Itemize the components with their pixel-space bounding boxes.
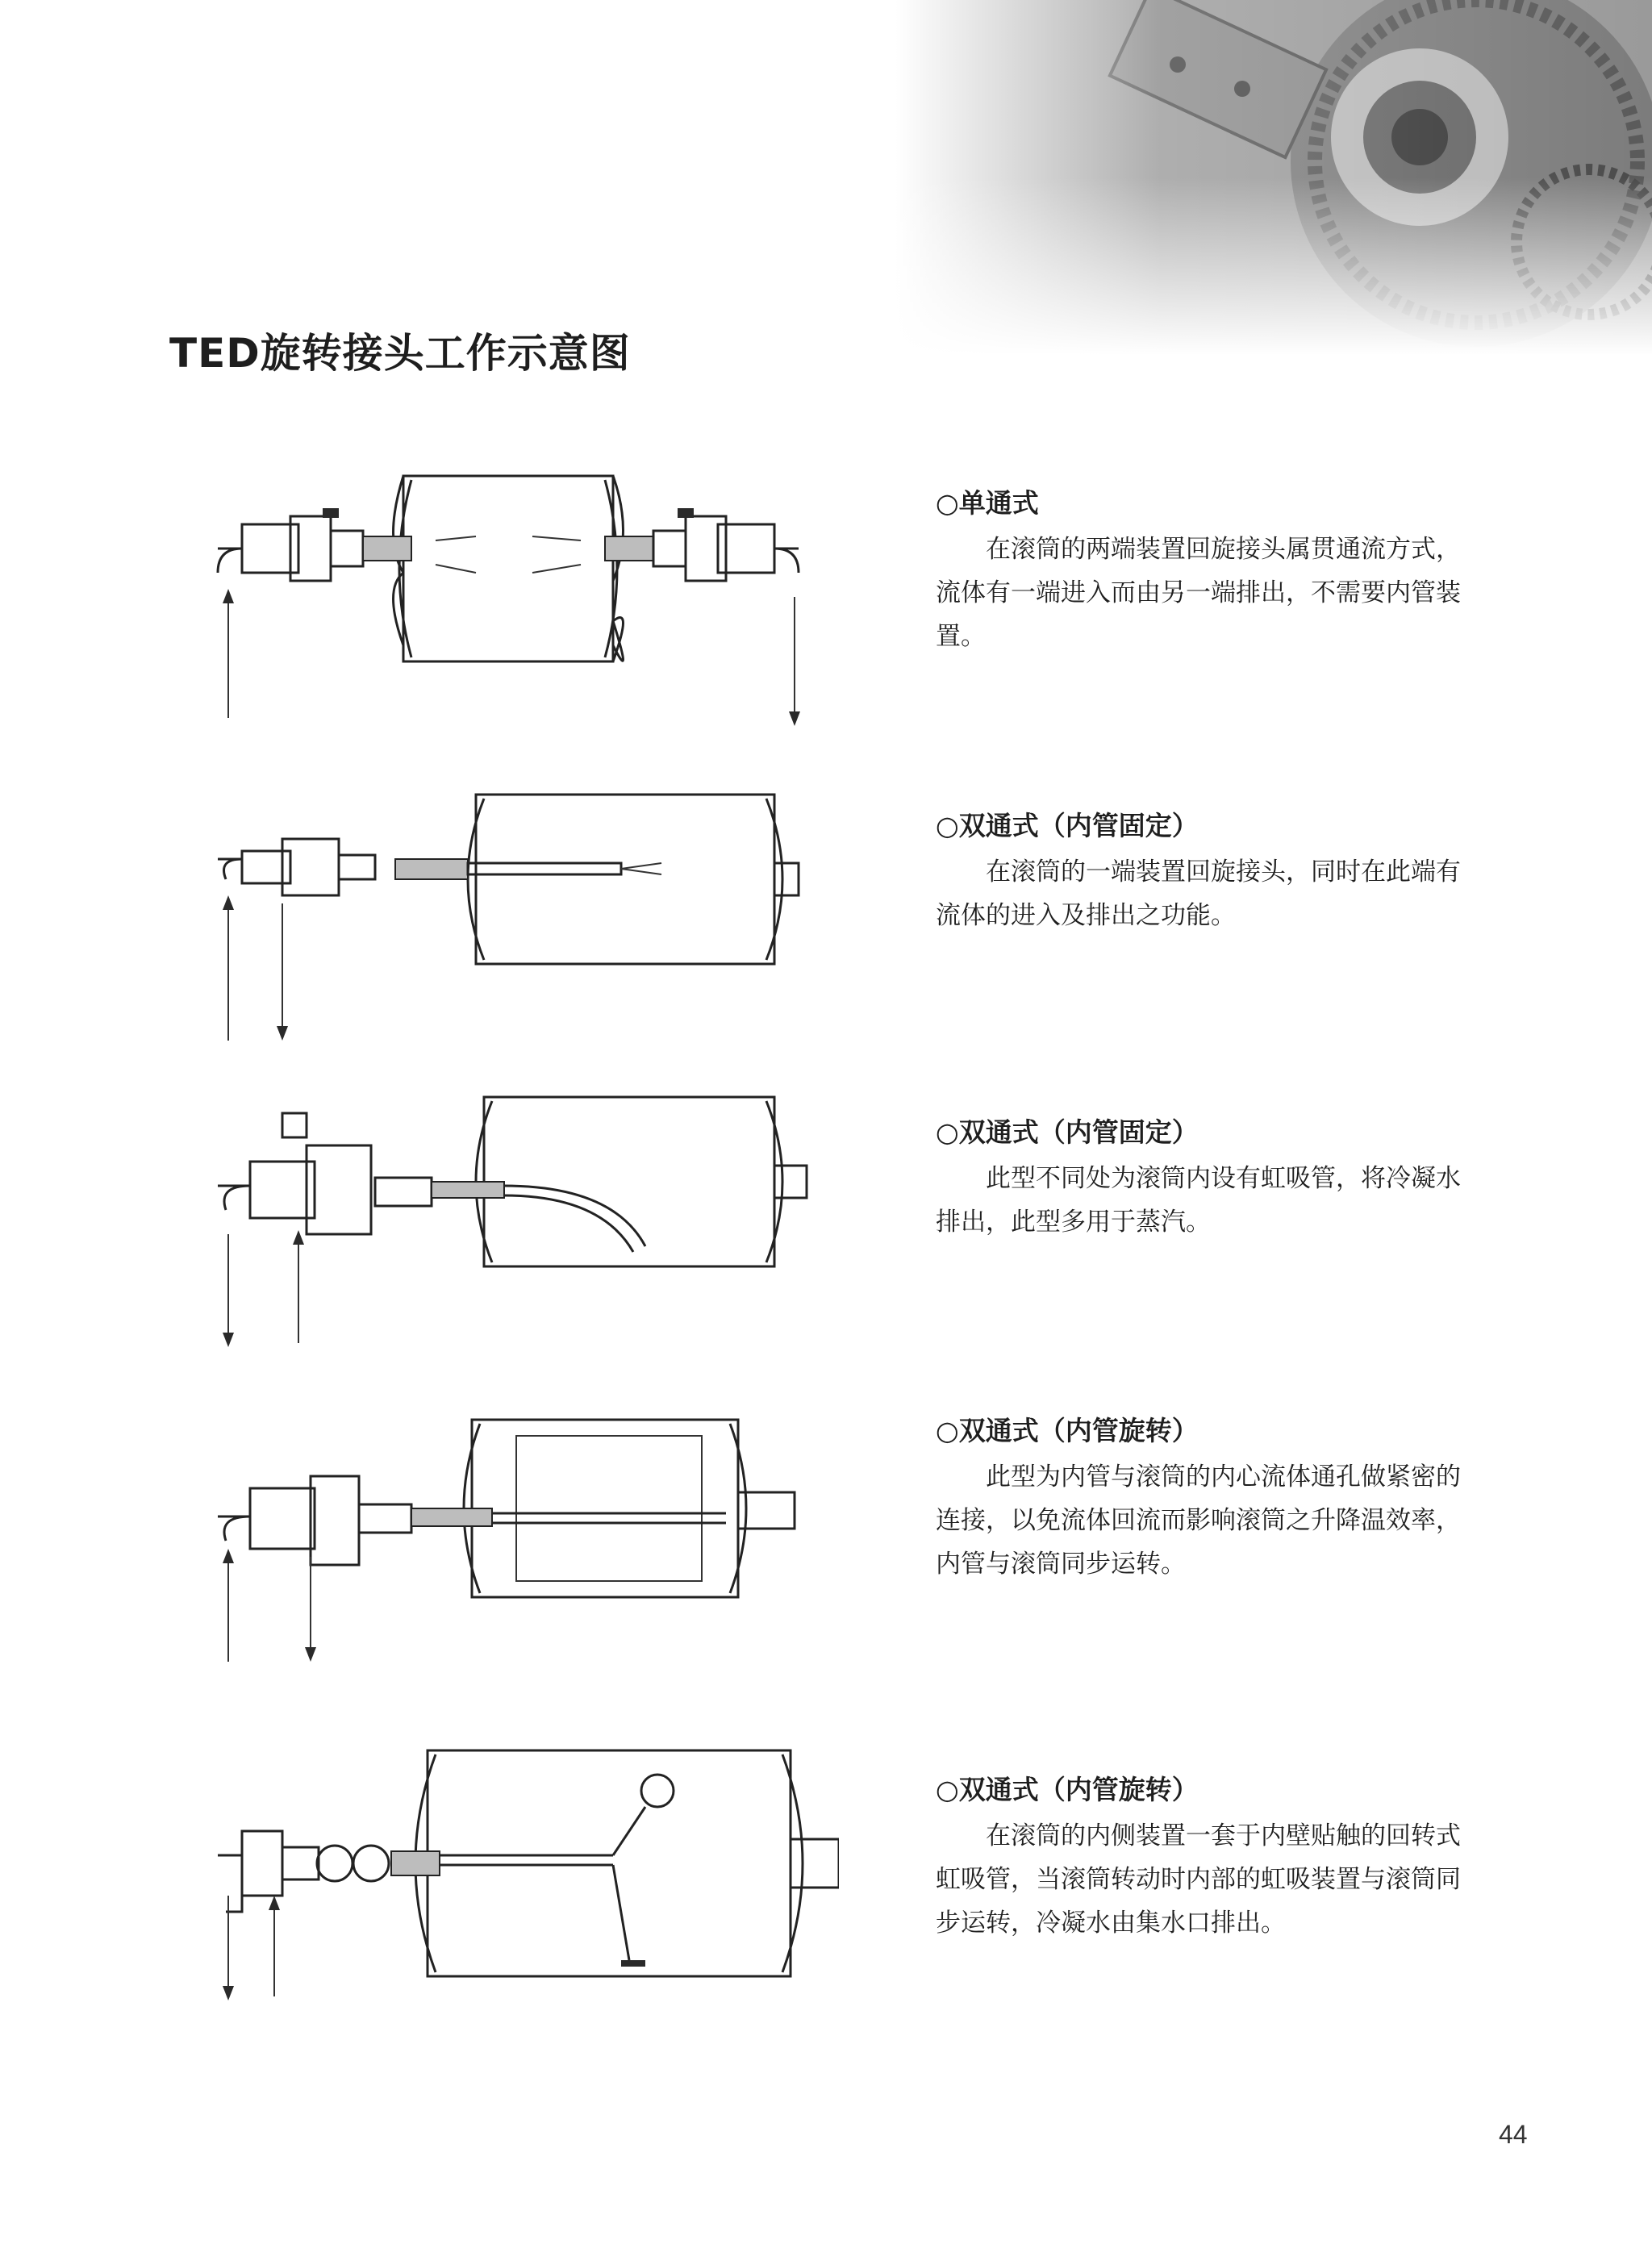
double-pass-rotating-tube-diagram [194, 1404, 839, 1678]
flow-arrows [223, 536, 800, 726]
section-title: ○双通式（内管固定） [936, 1116, 1199, 1148]
section-body: 此型为内管与滚筒的内心流体通孔做紧密的连接，以免流体回流而影响滚筒之升降温效率，内管与滚筒同步运转。 [936, 1462, 1461, 1579]
rotary-siphon-diagram [194, 1734, 839, 2009]
joint [218, 839, 468, 895]
section-title: ○双通式（内管旋转） [936, 1415, 1199, 1446]
page-number: 44 [1499, 2120, 1528, 2149]
joint [218, 1113, 432, 1234]
section-double-pass-rotating [936, 1412, 1468, 1586]
flow-arrows [223, 895, 288, 1041]
joint [218, 1831, 440, 1912]
drum [394, 476, 624, 661]
joint [218, 1476, 411, 1565]
rotating-tube [411, 1508, 726, 1526]
flow-arrows [223, 1230, 304, 1347]
double-pass-siphon-diagram [194, 1081, 839, 1355]
right-joint [605, 508, 799, 581]
section-single-pass [936, 484, 1468, 658]
section-double-pass-siphon [936, 1113, 1468, 1244]
left-joint [218, 508, 411, 581]
section-body: 在滚筒的两端装置回旋接头属贯通流方式，流体有一端进入而由另一端排出，不需要内管装置。 [936, 535, 1461, 651]
section-double-pass-fixed [936, 807, 1468, 937]
siphon-tube [432, 1182, 645, 1252]
section-rotary-siphon [936, 1771, 1468, 1945]
single-pass-joint-diagram [194, 460, 839, 734]
rotary-siphon [440, 1775, 674, 1967]
section-body: 在滚筒的一端装置回旋接头，同时在此端有流体的进入及排出之功能。 [936, 857, 1461, 930]
double-pass-fixed-tube-diagram [194, 782, 839, 1057]
flow-arrows [223, 1549, 316, 1662]
section-title: ○单通式 [936, 487, 1039, 519]
drum [464, 1420, 795, 1597]
drum [468, 795, 799, 964]
section-body: 此型不同处为滚筒内设有虹吸管，将冷凝水排出，此型多用于蒸汽。 [936, 1164, 1461, 1237]
inner-tube [468, 863, 661, 874]
section-title: ○双通式（内管固定） [936, 810, 1199, 841]
machinery-gears-image [895, 0, 1652, 355]
section-body: 在滚筒的内侧装置一套于内壁贴触的回转式虹吸管，当滚筒转动时内部的虹吸装置与滚筒同步运转，冷凝水由集水口排出。 [936, 1821, 1461, 1938]
page-title: TED旋转接头工作示意图 [169, 330, 631, 377]
section-title: ○双通式（内管旋转） [936, 1774, 1199, 1805]
